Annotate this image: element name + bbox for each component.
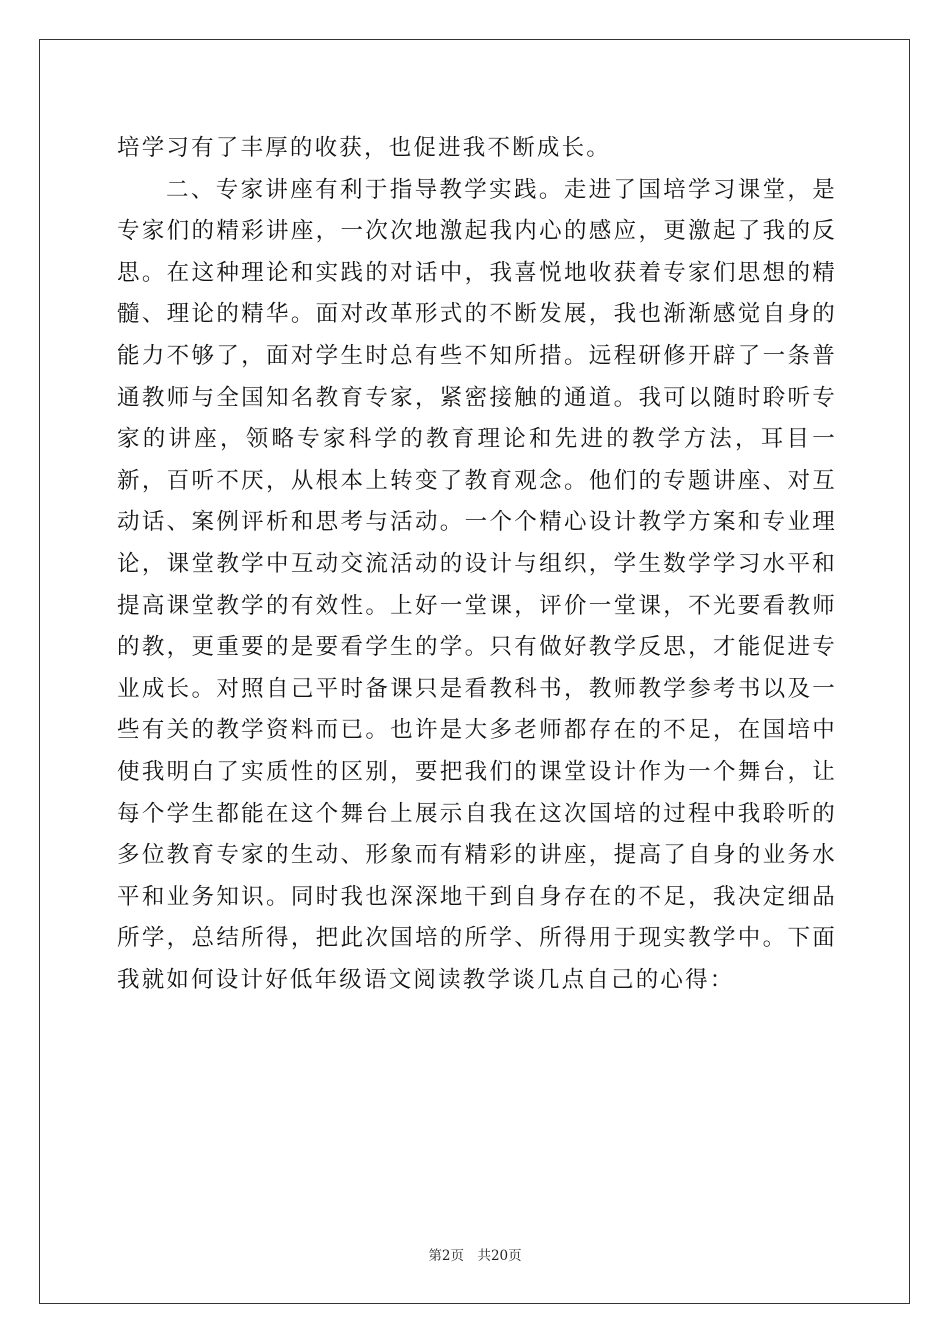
paragraph-expert-lectures: 二、专家讲座有利于指导教学实践。走进了国培学习课堂，是专家们的精彩讲座，一次次地激起我内心的感应，更激起了我的反思。在这种理论和实践的对话中，我喜悦地收获着专家们思想的精髓、理论的精华。面对改革形式的不断发展，我也渐渐感觉自身的能力不够了，面对学生时总有些不知所措。远程研修开辟了一条普通教师与全国知名教育专家，紧密接触的通道。我可以随时聆听专家的讲座，领略专家科学的教育理论和先进的教学方法，耳目一新，百听不厌，从根本上转变了教育观念。他们的专题讲座、对互动话、案例评析和思考与活动。一个个精心设计教学方案和专业理论，课堂教学中互动交流活动的设计与组织，学生数学学习水平和提高课堂教学的有效性。上好一堂课，评价一堂课，不光要看教师的教，更重要的是要看学生的学。只有做好教学反思，才能促进专业成长。对照自己平时备课只是看教科书，教师教学参考书以及一些有关的教学资料而已。也许是大多老师都存在的不足，在国培中使我明白了实质性的区别，要把我们的课堂设计作为一个舞台，让每个学生都能在这个舞台上展示自我在这次国培的过程中我聆听的多位教育专家的生动、形象而有精彩的讲座，提高了自身的业务水平和业务知识。同时我也深深地干到自身存在的不足，我决定细品所学，总结所得，把此次国培的所学、所得用于现实教学中。下面我就如何设计好低年级语文阅读教学谈几点自己的心得： [117,176,837,993]
paragraph-continued: 培学习有了丰厚的收获，也促进我不断成长。 [117,135,612,161]
page-number-footer: 第2页 共20页 [428,1248,522,1264]
document-body [117,128,837,1001]
